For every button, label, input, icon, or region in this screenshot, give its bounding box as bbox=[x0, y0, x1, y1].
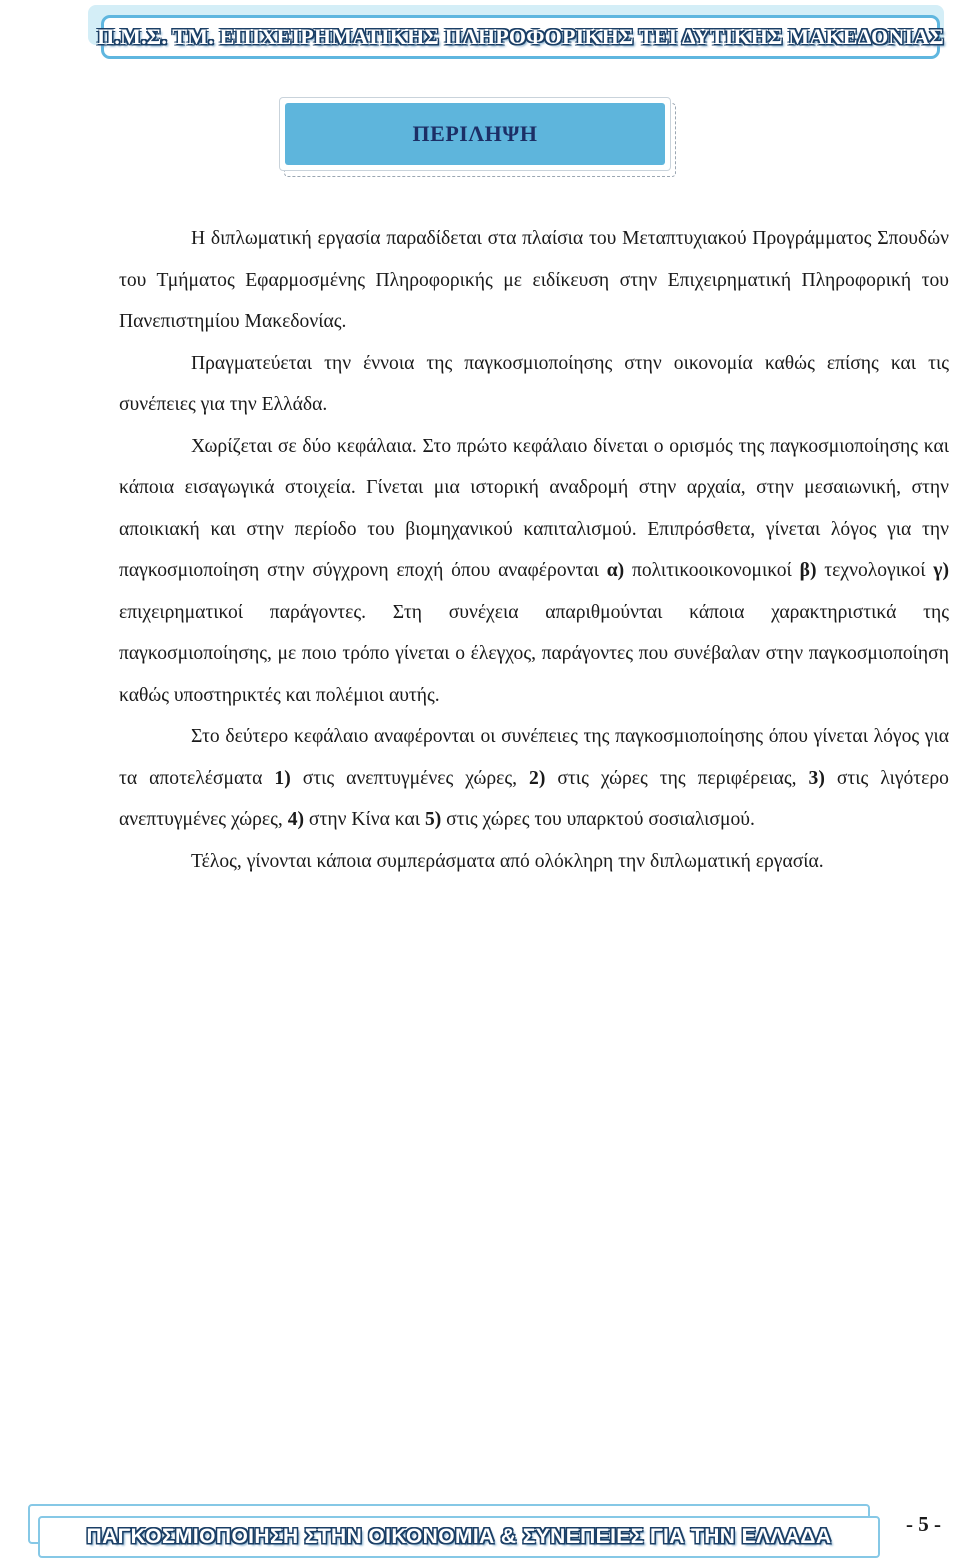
list-marker-4: 4) bbox=[287, 809, 305, 830]
page-number: - 5 - bbox=[906, 1512, 941, 1536]
paragraph-3-text-4: επιχειρηματικοί παράγοντες. Στη συνέχεια απαριθμούνται κάποια χαρακτηριστικά της παγκοσμιοποίησης, με ποιο τρόπο γίνεται ο έλεγχος, παράγοντες που συνέβαλαν στην παγκοσμιοποίηση καθώς υποστηρικτές και πολέμιοι αυτής. bbox=[119, 601, 949, 706]
paragraph-3-text-1: Χωρίζεται σε δύο κεφάλαια. Στο πρώτο κεφάλαιο δίνεται ο ορισμός της παγκοσμιοποίησης και κάποια εισαγωγικά στοιχεία. Γίνεται μια ιστορική αναδρομή στην αρχαία, στην μεσαιωνική, στην αποικιακή και στην περίοδο του βιομηχανικού καπιταλισμού. Επιπρόσθετα, γίνεται λόγος για την παγκοσμιοποίηση στην σύγχρονη εποχή όπου αναφέρονται bbox=[119, 435, 949, 581]
paragraph-4-text-1: Στο δεύτερο κεφάλαιο αναφέρονται οι συνέπειες της παγκοσμιοποίησης όπου γίνεται λόγος για τα αποτελέσματα bbox=[119, 726, 949, 789]
section-title-frame bbox=[279, 97, 671, 171]
paragraph-5: Τέλος, γίνονται κάποια συμπεράσματα από ολόκληρη την διπλωματική εργασία. bbox=[191, 850, 824, 872]
list-marker-c: γ) bbox=[933, 560, 949, 581]
header-banner bbox=[88, 5, 946, 57]
footer-banner-front bbox=[38, 1516, 880, 1558]
paragraph-4-text-5: στην Κίνα και bbox=[304, 809, 425, 830]
paragraph-1: Η διπλωματική εργασία παραδίδεται στα πλαίσια του Μεταπτυχιακού Προγράμματος Σπουδών του Τμήματος Εφαρμοσμένης Πληροφορικής με ειδίκευση στην Επιχειρηματική Πληροφορική του Πανεπιστημίου Μακεδονίας. bbox=[119, 228, 949, 332]
footer-title: ΠΑΓΚΟΣΜΙΟΠΟΙΗΣΗ ΣΤΗΝ ΟΙΚΟΝΟΜΙΑ & ΣΥΝΕΠΕΙΕΣ ΓΙΑ ΤΗΝ ΕΛΛΑΔΑ bbox=[86, 1525, 832, 1548]
paragraph-3 bbox=[119, 426, 949, 717]
header-title: Π.Μ.Σ. ΤΜ. ΕΠΙΧΕΙΡΗΜΑΤΙΚΗΣ ΠΛΗΡΟΦΟΡΙΚΗΣ ΤΕΙ ΔΥΤΙΚΗΣ ΜΑΚΕΔΟΝΙΑΣ bbox=[97, 24, 944, 49]
section-title: ΠΕΡΙΛΗΨΗ bbox=[412, 121, 538, 146]
header-banner-front bbox=[97, 15, 944, 59]
paragraph-4-text-3: στις χώρες της περιφέρειας, bbox=[545, 767, 809, 789]
section-title-fill bbox=[285, 103, 665, 165]
list-marker-2: 2) bbox=[529, 767, 546, 789]
paragraph-3-text-2: πολιτικοοικονομικοί bbox=[624, 560, 800, 581]
list-marker-3: 3) bbox=[808, 767, 825, 789]
paragraph-2: Πραγματεύεται την έννοια της παγκοσμιοποίησης στην οικονομία καθώς επίσης και τις συνέπειες για την Ελλάδα. bbox=[119, 352, 949, 415]
paragraph-4-text-2: στις ανεπτυγμένες χώρες, bbox=[290, 767, 530, 789]
section-title-box bbox=[279, 97, 677, 179]
abstract-body bbox=[119, 218, 949, 882]
paragraph-4-text-4: στις λιγότερο ανεπτυγμένες χώρες, bbox=[119, 767, 949, 830]
list-marker-b: β) bbox=[799, 560, 817, 581]
paragraph-3-text-3: τεχνολογικοί bbox=[816, 560, 934, 581]
list-marker-a: α) bbox=[606, 560, 625, 581]
paragraph-4-text-6: στις χώρες του υπαρκτού σοσιαλισμού. bbox=[441, 809, 755, 830]
list-marker-1: 1) bbox=[274, 767, 291, 789]
paragraph-4 bbox=[119, 716, 949, 841]
list-marker-5: 5) bbox=[424, 809, 442, 830]
footer-banner bbox=[28, 1504, 880, 1562]
